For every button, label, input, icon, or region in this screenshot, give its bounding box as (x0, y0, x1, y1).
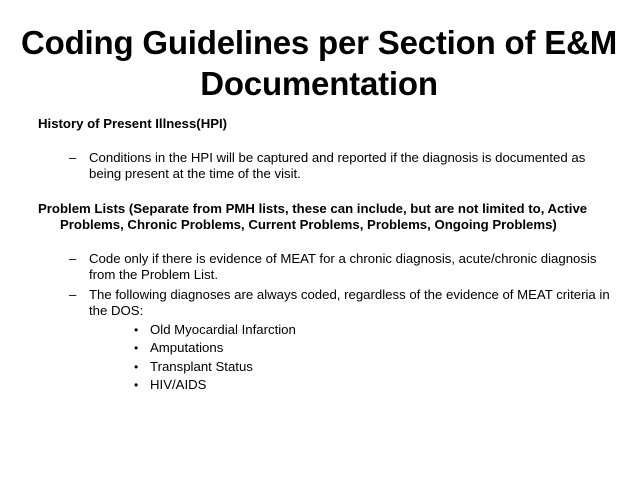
hpi-item-text: Conditions in the HPI will be captured and reported if the diagnosis is documented as being present at the time of the visit. (89, 149, 586, 181)
dash-marker: – (69, 149, 77, 165)
bullet-marker: • (134, 322, 139, 337)
bullet-marker: • (134, 341, 139, 355)
dash-marker: – (69, 286, 77, 302)
slide-title: Coding Guidelines per Section of E&M Documentation (20, 24, 617, 102)
always-coded-item (38, 340, 618, 357)
bullet-marker: • (134, 359, 139, 374)
problem-lists-item-text: The following diagnoses are always coded, regardless of the evidence of MEAT criteria in the DOS: (89, 286, 610, 318)
slide-body (38, 116, 618, 394)
always-coded-item-text: Old Myocardial Infarction (150, 321, 296, 337)
always-coded-item (38, 322, 618, 339)
dash-marker: – (69, 250, 77, 266)
problem-lists-item-text: Code only if there is evidence of MEAT for a chronic diagnosis, acute/chronic diagnosis from the Problem List. (89, 250, 597, 282)
problem-lists-item (38, 251, 618, 284)
problem-lists-item (38, 287, 618, 320)
always-coded-item-text: Transplant Status (150, 358, 253, 374)
always-coded-item-text: Amputations (150, 340, 224, 355)
always-coded-item-text: HIV/AIDS (150, 377, 207, 392)
always-coded-item (38, 359, 618, 376)
bullet-marker: • (134, 378, 139, 392)
hpi-item (38, 150, 618, 183)
problem-lists-heading: Problem Lists (Separate from PMH lists, these can include, but are not limited to, Active Problems, Chronic Problems, Current Problems, Problems, Ongoing Problems) (38, 200, 588, 232)
hpi-heading: History of Present Illness(HPI) (38, 116, 228, 131)
always-coded-item (38, 377, 618, 394)
